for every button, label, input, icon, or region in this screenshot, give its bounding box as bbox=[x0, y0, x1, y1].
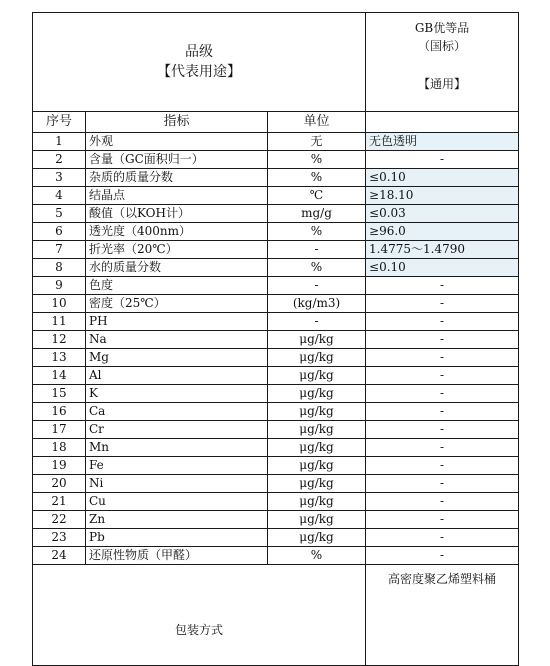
row-indicator: Al bbox=[86, 367, 268, 385]
row-unit: μg/kg bbox=[268, 367, 366, 385]
row-indicator: 含量（GC面积归一） bbox=[86, 151, 268, 169]
table-row bbox=[33, 511, 519, 529]
table-row bbox=[33, 259, 519, 277]
table-row bbox=[33, 529, 519, 547]
row-seq: 14 bbox=[33, 367, 86, 385]
row-unit: % bbox=[268, 223, 366, 241]
table-row bbox=[33, 457, 519, 475]
row-indicator: Fe bbox=[86, 457, 268, 475]
row-unit: - bbox=[268, 241, 366, 259]
table-row bbox=[33, 205, 519, 223]
row-unit: μg/kg bbox=[268, 403, 366, 421]
row-value: - bbox=[366, 457, 519, 475]
table-row bbox=[33, 439, 519, 457]
row-indicator: 还原性物质（甲醛） bbox=[86, 547, 268, 565]
spec-table bbox=[32, 12, 519, 666]
row-unit: ℃ bbox=[268, 187, 366, 205]
row-seq: 24 bbox=[33, 547, 86, 565]
row-seq: 15 bbox=[33, 385, 86, 403]
row-indicator: Zn bbox=[86, 511, 268, 529]
col-value-header bbox=[366, 112, 519, 133]
row-indicator: 折光率（20℃） bbox=[86, 241, 268, 259]
grade-header-cell bbox=[33, 13, 366, 112]
grade-header-row bbox=[33, 13, 519, 112]
row-value: ≤0.03 bbox=[366, 205, 519, 223]
row-seq: 5 bbox=[33, 205, 86, 223]
row-unit: μg/kg bbox=[268, 439, 366, 457]
row-seq: 6 bbox=[33, 223, 86, 241]
row-unit: μg/kg bbox=[268, 511, 366, 529]
col-indicator-header: 指标 bbox=[86, 112, 268, 133]
table-row bbox=[33, 151, 519, 169]
row-seq: 20 bbox=[33, 475, 86, 493]
col-seq-header: 序号 bbox=[33, 112, 86, 133]
row-value: 无色透明 bbox=[366, 133, 519, 151]
row-unit: μg/kg bbox=[268, 385, 366, 403]
table-row bbox=[33, 421, 519, 439]
row-value: - bbox=[366, 367, 519, 385]
row-value: - bbox=[366, 493, 519, 511]
row-seq: 11 bbox=[33, 313, 86, 331]
row-value: - bbox=[366, 151, 519, 169]
table-row bbox=[33, 331, 519, 349]
row-value: ≥18.10 bbox=[366, 187, 519, 205]
row-seq: 1 bbox=[33, 133, 86, 151]
row-unit: μg/kg bbox=[268, 421, 366, 439]
row-value: - bbox=[366, 529, 519, 547]
row-seq: 9 bbox=[33, 277, 86, 295]
row-seq: 12 bbox=[33, 331, 86, 349]
table-row bbox=[33, 133, 519, 151]
table-row bbox=[33, 385, 519, 403]
row-unit: (kg/m3) bbox=[268, 295, 366, 313]
row-seq: 16 bbox=[33, 403, 86, 421]
row-value: 1.4775～1.4790 bbox=[366, 241, 519, 259]
row-seq: 23 bbox=[33, 529, 86, 547]
row-indicator: 水的质量分数 bbox=[86, 259, 268, 277]
standard-title: GB优等品 bbox=[414, 21, 470, 35]
row-indicator: Mg bbox=[86, 349, 268, 367]
standard-sub: （国标） bbox=[418, 39, 467, 53]
row-unit: μg/kg bbox=[268, 529, 366, 547]
row-seq: 4 bbox=[33, 187, 86, 205]
row-unit: % bbox=[268, 151, 366, 169]
row-indicator: 结晶点 bbox=[86, 187, 268, 205]
packaging-label: 包装方式 bbox=[33, 565, 366, 666]
row-indicator: Cu bbox=[86, 493, 268, 511]
table-row bbox=[33, 187, 519, 205]
table-row bbox=[33, 367, 519, 385]
table-row bbox=[33, 295, 519, 313]
packaging-row bbox=[33, 565, 519, 666]
row-value: - bbox=[366, 331, 519, 349]
table-row bbox=[33, 169, 519, 187]
row-unit: μg/kg bbox=[268, 331, 366, 349]
row-indicator: 密度（25℃） bbox=[86, 295, 268, 313]
row-indicator: Cr bbox=[86, 421, 268, 439]
row-indicator: Ca bbox=[86, 403, 268, 421]
row-value: ≤0.10 bbox=[366, 259, 519, 277]
row-seq: 13 bbox=[33, 349, 86, 367]
row-seq: 17 bbox=[33, 421, 86, 439]
table-row bbox=[33, 493, 519, 511]
row-unit: μg/kg bbox=[268, 457, 366, 475]
table-row bbox=[33, 277, 519, 295]
row-value: - bbox=[366, 547, 519, 565]
row-value: - bbox=[366, 277, 519, 295]
row-indicator: Ni bbox=[86, 475, 268, 493]
row-seq: 8 bbox=[33, 259, 86, 277]
table-row bbox=[33, 547, 519, 565]
row-indicator: Pb bbox=[86, 529, 268, 547]
row-indicator: 酸值（以KOH计） bbox=[86, 205, 268, 223]
row-value: - bbox=[366, 439, 519, 457]
row-value: - bbox=[366, 295, 519, 313]
col-unit-header: 单位 bbox=[268, 112, 366, 133]
table-row bbox=[33, 475, 519, 493]
row-unit: μg/kg bbox=[268, 349, 366, 367]
row-value: ≤0.10 bbox=[366, 169, 519, 187]
table-row bbox=[33, 313, 519, 331]
row-indicator: Mn bbox=[86, 439, 268, 457]
row-indicator: 外观 bbox=[86, 133, 268, 151]
row-seq: 2 bbox=[33, 151, 86, 169]
table-row bbox=[33, 403, 519, 421]
table-row bbox=[33, 223, 519, 241]
row-seq: 7 bbox=[33, 241, 86, 259]
row-seq: 21 bbox=[33, 493, 86, 511]
row-value: ≥96.0 bbox=[366, 223, 519, 241]
row-unit: % bbox=[268, 547, 366, 565]
column-header-row bbox=[33, 112, 519, 133]
row-seq: 22 bbox=[33, 511, 86, 529]
table-row bbox=[33, 241, 519, 259]
row-value: - bbox=[366, 313, 519, 331]
grade-title: 品级 bbox=[185, 44, 213, 60]
row-unit: μg/kg bbox=[268, 475, 366, 493]
row-value: - bbox=[366, 349, 519, 367]
row-seq: 3 bbox=[33, 169, 86, 187]
row-unit: - bbox=[268, 277, 366, 295]
row-indicator: Na bbox=[86, 331, 268, 349]
row-seq: 19 bbox=[33, 457, 86, 475]
row-indicator: 杂质的质量分数 bbox=[86, 169, 268, 187]
row-unit: μg/kg bbox=[268, 493, 366, 511]
row-indicator: PH bbox=[86, 313, 268, 331]
packaging-value: 高密度聚乙烯塑料桶 bbox=[366, 565, 519, 666]
row-unit: - bbox=[268, 313, 366, 331]
row-indicator: 色度 bbox=[86, 277, 268, 295]
row-unit: mg/g bbox=[268, 205, 366, 223]
row-unit: % bbox=[268, 259, 366, 277]
row-unit: 无 bbox=[268, 133, 366, 151]
grade-subtitle: 【代表用途】 bbox=[157, 64, 241, 80]
row-value: - bbox=[366, 421, 519, 439]
row-value: - bbox=[366, 475, 519, 493]
standard-use: 【通用】 bbox=[418, 77, 467, 91]
row-seq: 10 bbox=[33, 295, 86, 313]
table-row bbox=[33, 349, 519, 367]
row-value: - bbox=[366, 403, 519, 421]
row-indicator: K bbox=[86, 385, 268, 403]
row-value: - bbox=[366, 511, 519, 529]
row-indicator: 透光度（400nm） bbox=[86, 223, 268, 241]
row-value: - bbox=[366, 385, 519, 403]
row-unit: % bbox=[268, 169, 366, 187]
standard-header-cell bbox=[366, 13, 519, 112]
row-seq: 18 bbox=[33, 439, 86, 457]
